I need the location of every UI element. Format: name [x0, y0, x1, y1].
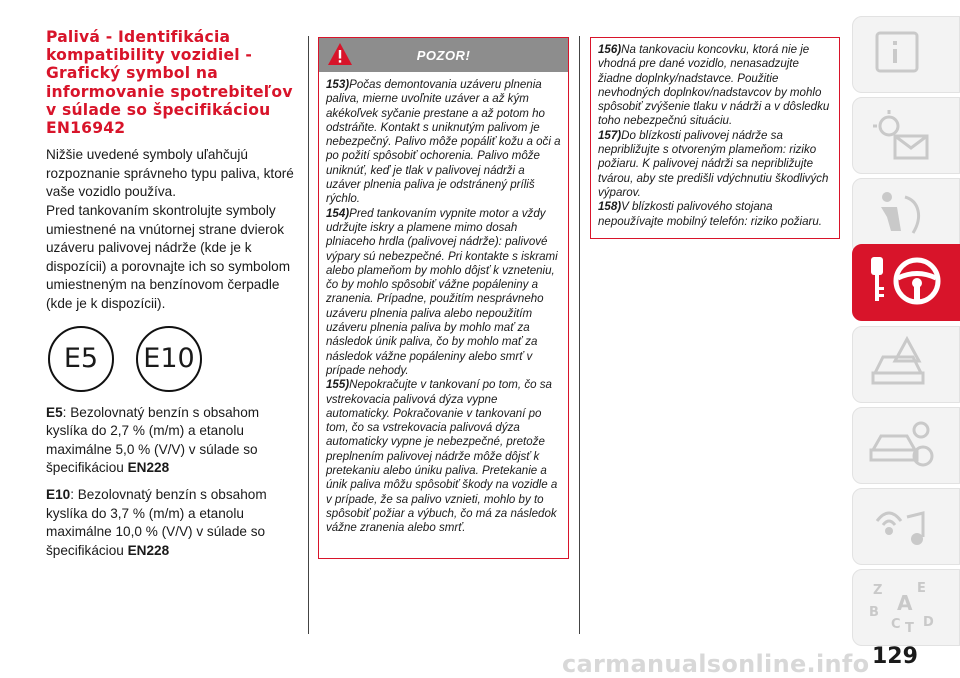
- warning-item-text: Na tankovaciu koncovku, ktorá nie je vhodná pre dané vozidlo, nenasadzujte žiadne doplnky/nadstavce. Použitie nevhodných doplnkov/nadstavcov by mohlo spôsobiť zvýšenie tlaku v nádrži a v dôsledku toho nebezpečnú situáciu.: [598, 44, 830, 128]
- watermark: carmanualsonline.info: [562, 650, 870, 678]
- warning-item-number: 154): [326, 207, 350, 220]
- index-icon: [867, 578, 947, 638]
- maintenance-icon: [867, 416, 937, 476]
- warning-item-text: V blízkosti palivového stojana nepoužívajte mobilný telefón: riziko požiaru.: [598, 201, 823, 228]
- svg-text:T: T: [905, 621, 914, 636]
- tab-maintenance[interactable]: [852, 407, 960, 484]
- warning-item: [598, 129, 833, 200]
- fuel-text: : Bezolovnatý benzín s obsahom kyslíka do 3,7 % (m/m) a etanolu maximálne 10,0 % (V/V) v súlade so špecifikáciou: [46, 486, 267, 558]
- fuel-code: E5: [46, 404, 63, 420]
- warning-lights-icon: [867, 106, 937, 166]
- emergency-icon: [867, 335, 937, 395]
- column-divider: [579, 36, 580, 634]
- warning-item-text: Počas demontovania uzáveru plnenia paliva, mierne uvoľnite uzáver a až kým akékoľvek syčanie prestane a až potom ho odstráňte. Kontakt s uniknutým palivom je nebezpečný. Palivo môže popáliť kožu a oči a po požití spôsobiť ochorenia. Palivo môže uniknúť, keď je tlak v palivovej nádrži a uzáver plnenia paliva je odstránený príliš rýchlo.: [326, 79, 561, 206]
- tab-car-info[interactable]: [852, 16, 960, 93]
- warning-item-text: Nepokračujte v tankovaní po tom, čo sa vstrekovacia palivová dýza vypne automaticky. Pokračovanie v tankovaní po tom, čo sa vstrekovacia palivová dýza automaticky vypne je nebezpečné, pretože preplnením palivovej nádrže môže dôjsť k pretekaniu alebo úniku paliva. Pretekanie a únik paliva môžu spôsobiť škody na vozidle a v prípade, že sa palivo vznieti, mohlo by to spôsobiť požiar a výbuch, čo má za následok vážne zranenia alebo smrť.: [326, 379, 558, 535]
- car-info-icon: [867, 25, 937, 85]
- svg-text:C: C: [891, 617, 901, 632]
- tab-starting-driving[interactable]: [852, 244, 960, 321]
- left-column: [46, 28, 298, 568]
- seat-airbag-icon: [867, 187, 937, 247]
- svg-text:Z: Z: [873, 583, 883, 598]
- warning-item-text: Pred tankovaním vypnite motor a vždy udržujte iskry a plamene mimo dosah plniaceho hrdla (palivovej nádrže): palivové výpary sú nebezpečné. Pri kontakte s iskrami alebo plameňom by mohlo dôjsť k vzneteniu, čo by mohlo spôsobiť vážne popáleniny a zranenia. Prípadne, použitím nesprávneho uzáveru plnenia paliva alebo nepoužitím uzáveru plnenia paliva by mohlo mať za následok únik paliva, čo by mohlo mať za následok vážne popáleniny alebo smrť v prípade nehody.: [326, 207, 558, 377]
- column-divider: [308, 36, 309, 634]
- warning-text: [591, 38, 839, 229]
- fuel-e10-description: [46, 486, 298, 560]
- warning-box: [318, 37, 569, 559]
- warning-item-number: 157): [598, 129, 622, 142]
- warning-item: [326, 378, 562, 535]
- warning-text: [319, 72, 568, 536]
- fuel-spec: EN228: [127, 542, 170, 558]
- warning-item: [326, 207, 562, 379]
- warning-item-text: Do blízkosti palivovej nádrže sa nepribližujte s otvoreným plameňom: riziko požiaru. K palivovej nádrži sa nepribližujte tvárou, aby ste predišli vdýchnutiu škodlivých výparov.: [598, 129, 829, 199]
- intro-paragraph: [46, 146, 298, 313]
- warning-item-number: 155): [326, 379, 350, 392]
- warning-triangle-icon: [327, 42, 353, 66]
- warning-item: [598, 200, 833, 229]
- fuel-e5-description: [46, 404, 298, 478]
- warning-title: POZOR!: [416, 47, 471, 63]
- warning-item-number: 158): [598, 201, 622, 214]
- svg-text:A: A: [897, 591, 913, 615]
- tab-warning-lights[interactable]: [852, 97, 960, 174]
- page-number: 129: [872, 644, 918, 669]
- warning-box-continued: [590, 37, 840, 239]
- svg-text:D: D: [923, 615, 934, 630]
- warning-header: [319, 38, 568, 72]
- e5-symbol: E5: [48, 326, 114, 392]
- fuel-spec: EN228: [127, 460, 170, 476]
- svg-text:E: E: [917, 581, 926, 596]
- fuel-text: : Bezolovnatý benzín s obsahom kyslíka do 2,7 % (m/m) a etanolu maximálne 5,0 % (V/V) v súlade so špecifikáciou: [46, 404, 260, 476]
- warning-item-number: 156): [598, 44, 622, 56]
- e10-symbol: E10: [136, 326, 202, 392]
- tab-emergency[interactable]: [852, 326, 960, 403]
- key-steering-icon: [867, 253, 947, 313]
- svg-text:B: B: [869, 605, 879, 620]
- fuel-code: E10: [46, 486, 71, 502]
- warning-item: [598, 43, 833, 129]
- warning-item: [326, 78, 562, 207]
- warning-item-number: 153): [326, 79, 350, 91]
- tab-multimedia[interactable]: [852, 488, 960, 565]
- multimedia-icon: [867, 497, 937, 557]
- section-heading: Palivá - Identifikácia kompatibility vozidiel - Grafický symbol na informovanie spotrebiteľov v súlade so špecifikáciou EN16942: [46, 28, 293, 138]
- intro-text: Nižšie uvedené symboly uľahčujú rozpoznanie správneho typu paliva, ktoré vaše vozidlo používa. Pred tankovaním skontrolujte symboly umiestnené na vnútornej strane dvierok uzáveru palivovej nádrže (kde je k dispozícii) a porovnajte ich so symbolom umiestneným na benzínovom čerpadle (kde je k dispozícii).: [46, 147, 294, 311]
- fuel-symbols: [46, 326, 298, 398]
- tab-index[interactable]: [852, 569, 960, 646]
